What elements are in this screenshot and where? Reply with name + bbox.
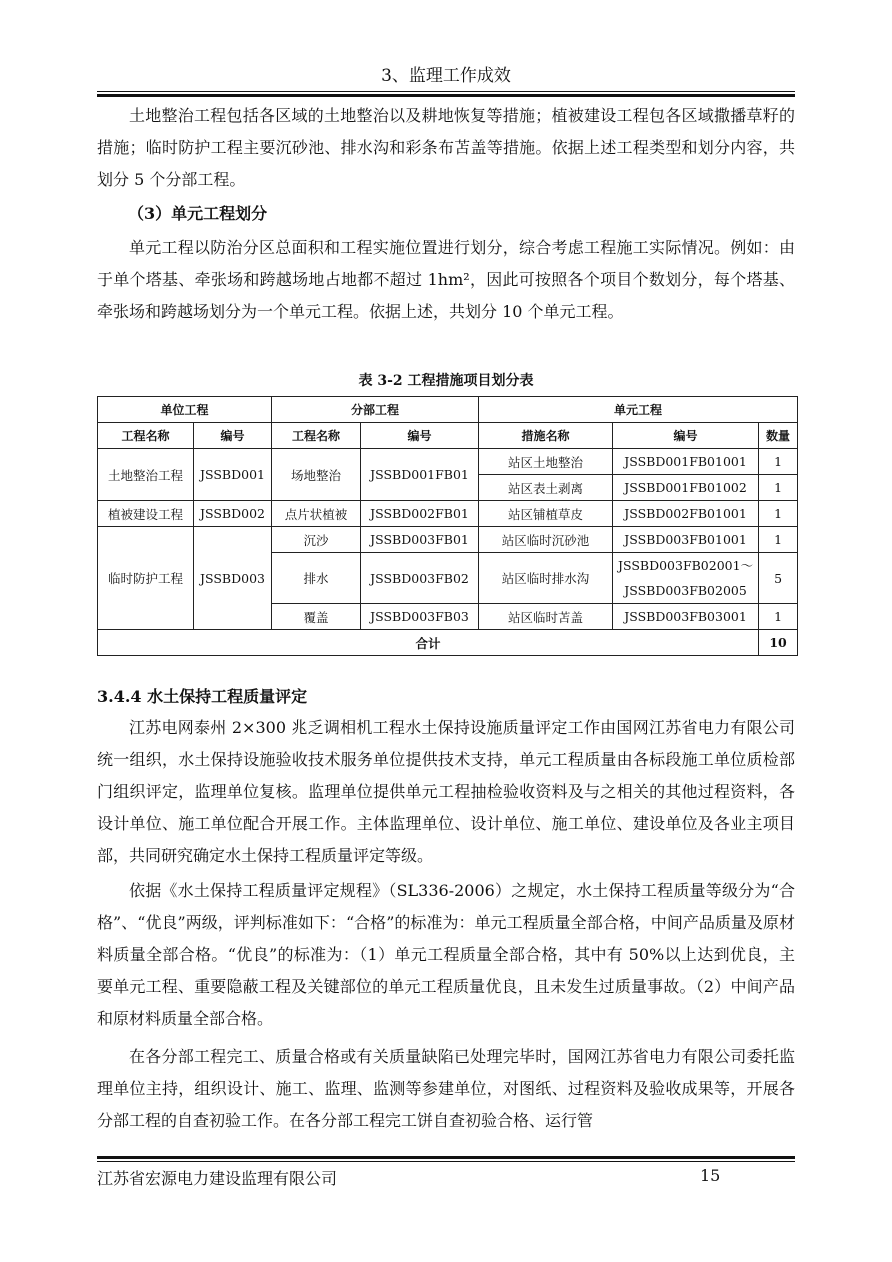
- part-code-cell: JSSBD002FB01: [361, 501, 479, 527]
- part-name-cell: 点片状植被: [272, 501, 361, 527]
- page-header: 3、监理工作成效: [381, 66, 511, 86]
- unit-name-cell: 植被建设工程: [98, 501, 194, 527]
- part-code-cell: JSSBD003FB02: [361, 553, 479, 604]
- page-number: 15: [700, 1166, 721, 1185]
- part-name-cell: 场地整治: [272, 449, 361, 501]
- heading-unit-division: （3）单元工程划分: [128, 204, 268, 223]
- measure-cell: 站区临时沉砂池: [479, 527, 613, 553]
- section-title: 3.4.4 水土保持工程质量评定: [97, 687, 308, 706]
- code-range-start: JSSBD003FB02001～: [617, 558, 754, 573]
- qty-cell: 1: [759, 527, 798, 553]
- footer-rule-thick: [97, 1156, 795, 1159]
- code-cell: JSSBD001FB01002: [613, 475, 759, 501]
- table-row: [98, 527, 798, 553]
- unit-code-cell: JSSBD002: [194, 501, 272, 527]
- col-header: 工程名称: [272, 423, 361, 449]
- col-header: 工程名称: [98, 423, 194, 449]
- group-header-unit: 单位工程: [98, 397, 272, 423]
- part-name-cell: 覆盖: [272, 604, 361, 630]
- part-name-cell: 排水: [272, 553, 361, 604]
- footer-company: 江苏省宏源电力建设监理有限公司: [97, 1169, 338, 1188]
- group-header-part: 分部工程: [272, 397, 479, 423]
- col-header: 编号: [194, 423, 272, 449]
- measure-cell: 站区表土剥离: [479, 475, 613, 501]
- paragraph-unit-division: 单元工程以防治分区总面积和工程实施位置进行划分，综合考虑工程施工实际情况。例如：由于单个塔基、牵张场和跨越场地占地都不超过 1hm²，因此可按照各个项目个数划分，每个塔基、牵张场和跨越场划分为一个单元工程。依据上述，共划分 10 个单元工程。: [97, 238, 795, 321]
- unit-code-cell: JSSBD003: [194, 527, 272, 630]
- code-cell: JSSBD001FB01001: [613, 449, 759, 475]
- code-cell: JSSBD002FB01001: [613, 501, 759, 527]
- table-caption: 表 3-2 工程措施项目划分表: [358, 373, 534, 389]
- total-label-cell: 合计: [98, 630, 759, 656]
- paragraph-quality-standards: 依据《水土保持工程质量评定规程》（SL336-2006）之规定，水土保持工程质量等级分为“合格”、“优良”两级，评判标准如下：“合格”的标准为：单元工程质量全部合格，中间产品质量及原材料质量全部合格。“优良”的标准为：（1）单元工程质量全部合格，其中有 50%以上达到优良，主要单元工程、重要隐蔽工程及关键部位的单元工程质量优良，且未发生过质量事故。（2）中间产品和原材料质量全部合格。: [97, 881, 795, 1028]
- header-rule-thick: [97, 94, 795, 97]
- footer-rule-thin: [97, 1161, 795, 1162]
- table-row: [98, 449, 798, 475]
- table-row: [98, 501, 798, 527]
- paragraph-acceptance-process: 在各分部工程完工、质量合格或有关质量缺陷已处理完毕时，国网江苏省电力有限公司委托监理单位主持，组织设计、施工、监理、监测等参建单位，对图纸、过程资料及验收成果等，开展各分部工程的自查初验工作。在各分部工程完工饼自查初验合格、运行管: [97, 1047, 795, 1130]
- code-cell: JSSBD003FB01001: [613, 527, 759, 553]
- measure-cell: 站区临时苫盖: [479, 604, 613, 630]
- unit-code-cell: JSSBD001: [194, 449, 272, 501]
- project-division-table: [97, 396, 798, 656]
- part-code-cell: JSSBD003FB01: [361, 527, 479, 553]
- qty-cell: 1: [759, 449, 798, 475]
- part-code-cell: JSSBD001FB01: [361, 449, 479, 501]
- total-value-cell: 10: [759, 630, 798, 656]
- header-rule-thin: [97, 91, 795, 92]
- col-header: 措施名称: [479, 423, 613, 449]
- unit-name-cell: 临时防护工程: [98, 527, 194, 630]
- qty-cell: 5: [759, 553, 798, 604]
- measure-cell: 站区铺植草皮: [479, 501, 613, 527]
- code-cell: [613, 553, 759, 604]
- code-range-end: JSSBD003FB02005: [624, 583, 747, 598]
- group-header-element: 单元工程: [479, 397, 798, 423]
- code-cell: JSSBD003FB03001: [613, 604, 759, 630]
- col-header: 数量: [759, 423, 798, 449]
- table-total-row: [98, 630, 798, 656]
- measure-cell: 站区土地整治: [479, 449, 613, 475]
- col-header: 编号: [613, 423, 759, 449]
- col-header: 编号: [361, 423, 479, 449]
- measure-cell: 站区临时排水沟: [479, 553, 613, 604]
- unit-name-cell: 土地整治工程: [98, 449, 194, 501]
- paragraph-land-measures: 土地整治工程包括各区域的土地整治以及耕地恢复等措施；植被建设工程包各区域撒播草籽的措施；临时防护工程主要沉砂池、排水沟和彩条布苫盖等措施。依据上述工程类型和划分内容，共划分 5 个分部工程。: [97, 106, 795, 189]
- part-code-cell: JSSBD003FB03: [361, 604, 479, 630]
- paragraph-quality-organization: 江苏电网泰州 2×300 兆乏调相机工程水土保持设施质量评定工作由国网江苏省电力有限公司统一组织，水土保持设施验收技术服务单位提供技术支持，单元工程质量由各标段施工单位质检部门组织评定，监理单位复核。监理单位提供单元工程抽检验收资料及与之相关的其他过程资料，各设计单位、施工单位配合开展工作。主体监理单位、设计单位、施工单位、建设单位及各业主项目部，共同研究确定水土保持工程质量评定等级。: [97, 718, 795, 865]
- qty-cell: 1: [759, 604, 798, 630]
- qty-cell: 1: [759, 501, 798, 527]
- qty-cell: 1: [759, 475, 798, 501]
- part-name-cell: 沉沙: [272, 527, 361, 553]
